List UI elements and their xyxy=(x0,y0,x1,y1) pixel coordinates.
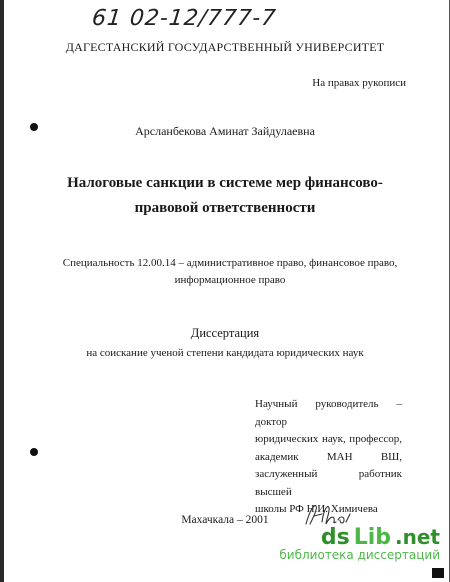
specialty-line-1: Специальность 12.00.14 – административное право, финансовое право, xyxy=(62,257,398,269)
supervisor-line: школы РФ Н.И. Химичева xyxy=(255,503,378,515)
watermark-subtitle: библиотека диссертаций xyxy=(279,548,440,562)
specialty-line-2: информационное право xyxy=(174,274,286,286)
title-line-2: правовой ответственности xyxy=(134,200,316,216)
degree-statement: на соискание ученой степени кандидата юридических наук xyxy=(86,347,364,359)
author-name: Арсланбекова Аминат Зайдулаевна xyxy=(135,124,315,138)
dslib-watermark xyxy=(279,525,440,562)
supervisor-line: академик МАН ВШ, xyxy=(255,450,402,463)
supervisor-line: юридических наук, профессор, xyxy=(255,433,402,445)
supervisor-line: заслуженный работник высшей xyxy=(255,468,402,498)
logo-lib: Lib xyxy=(353,525,392,550)
punch-hole-bottom xyxy=(30,448,38,456)
scan-left-edge xyxy=(0,0,4,582)
handwritten-catalog-code: 61 02-12/777-7 xyxy=(90,6,278,31)
logo-net: .net xyxy=(395,525,440,549)
university-name: ДАГЕСТАНСКИЙ ГОСУДАРСТВЕННЫЙ УНИВЕРСИТЕТ xyxy=(65,40,385,54)
specialty xyxy=(60,255,400,289)
title-line-1: Налоговые санкции в системе мер финансово- xyxy=(67,175,383,191)
dissertation-title xyxy=(30,171,420,221)
supervisor-line: Научный руководитель – доктор xyxy=(255,398,402,428)
rights-notice: На правах рукописи xyxy=(312,77,406,89)
document-type: Диссертация xyxy=(190,326,260,340)
dslib-logo xyxy=(321,525,440,550)
city-and-year: Махачкала – 2001 xyxy=(181,514,269,526)
logo-ds: ds xyxy=(320,525,350,550)
scan-corner-mark xyxy=(432,568,444,578)
